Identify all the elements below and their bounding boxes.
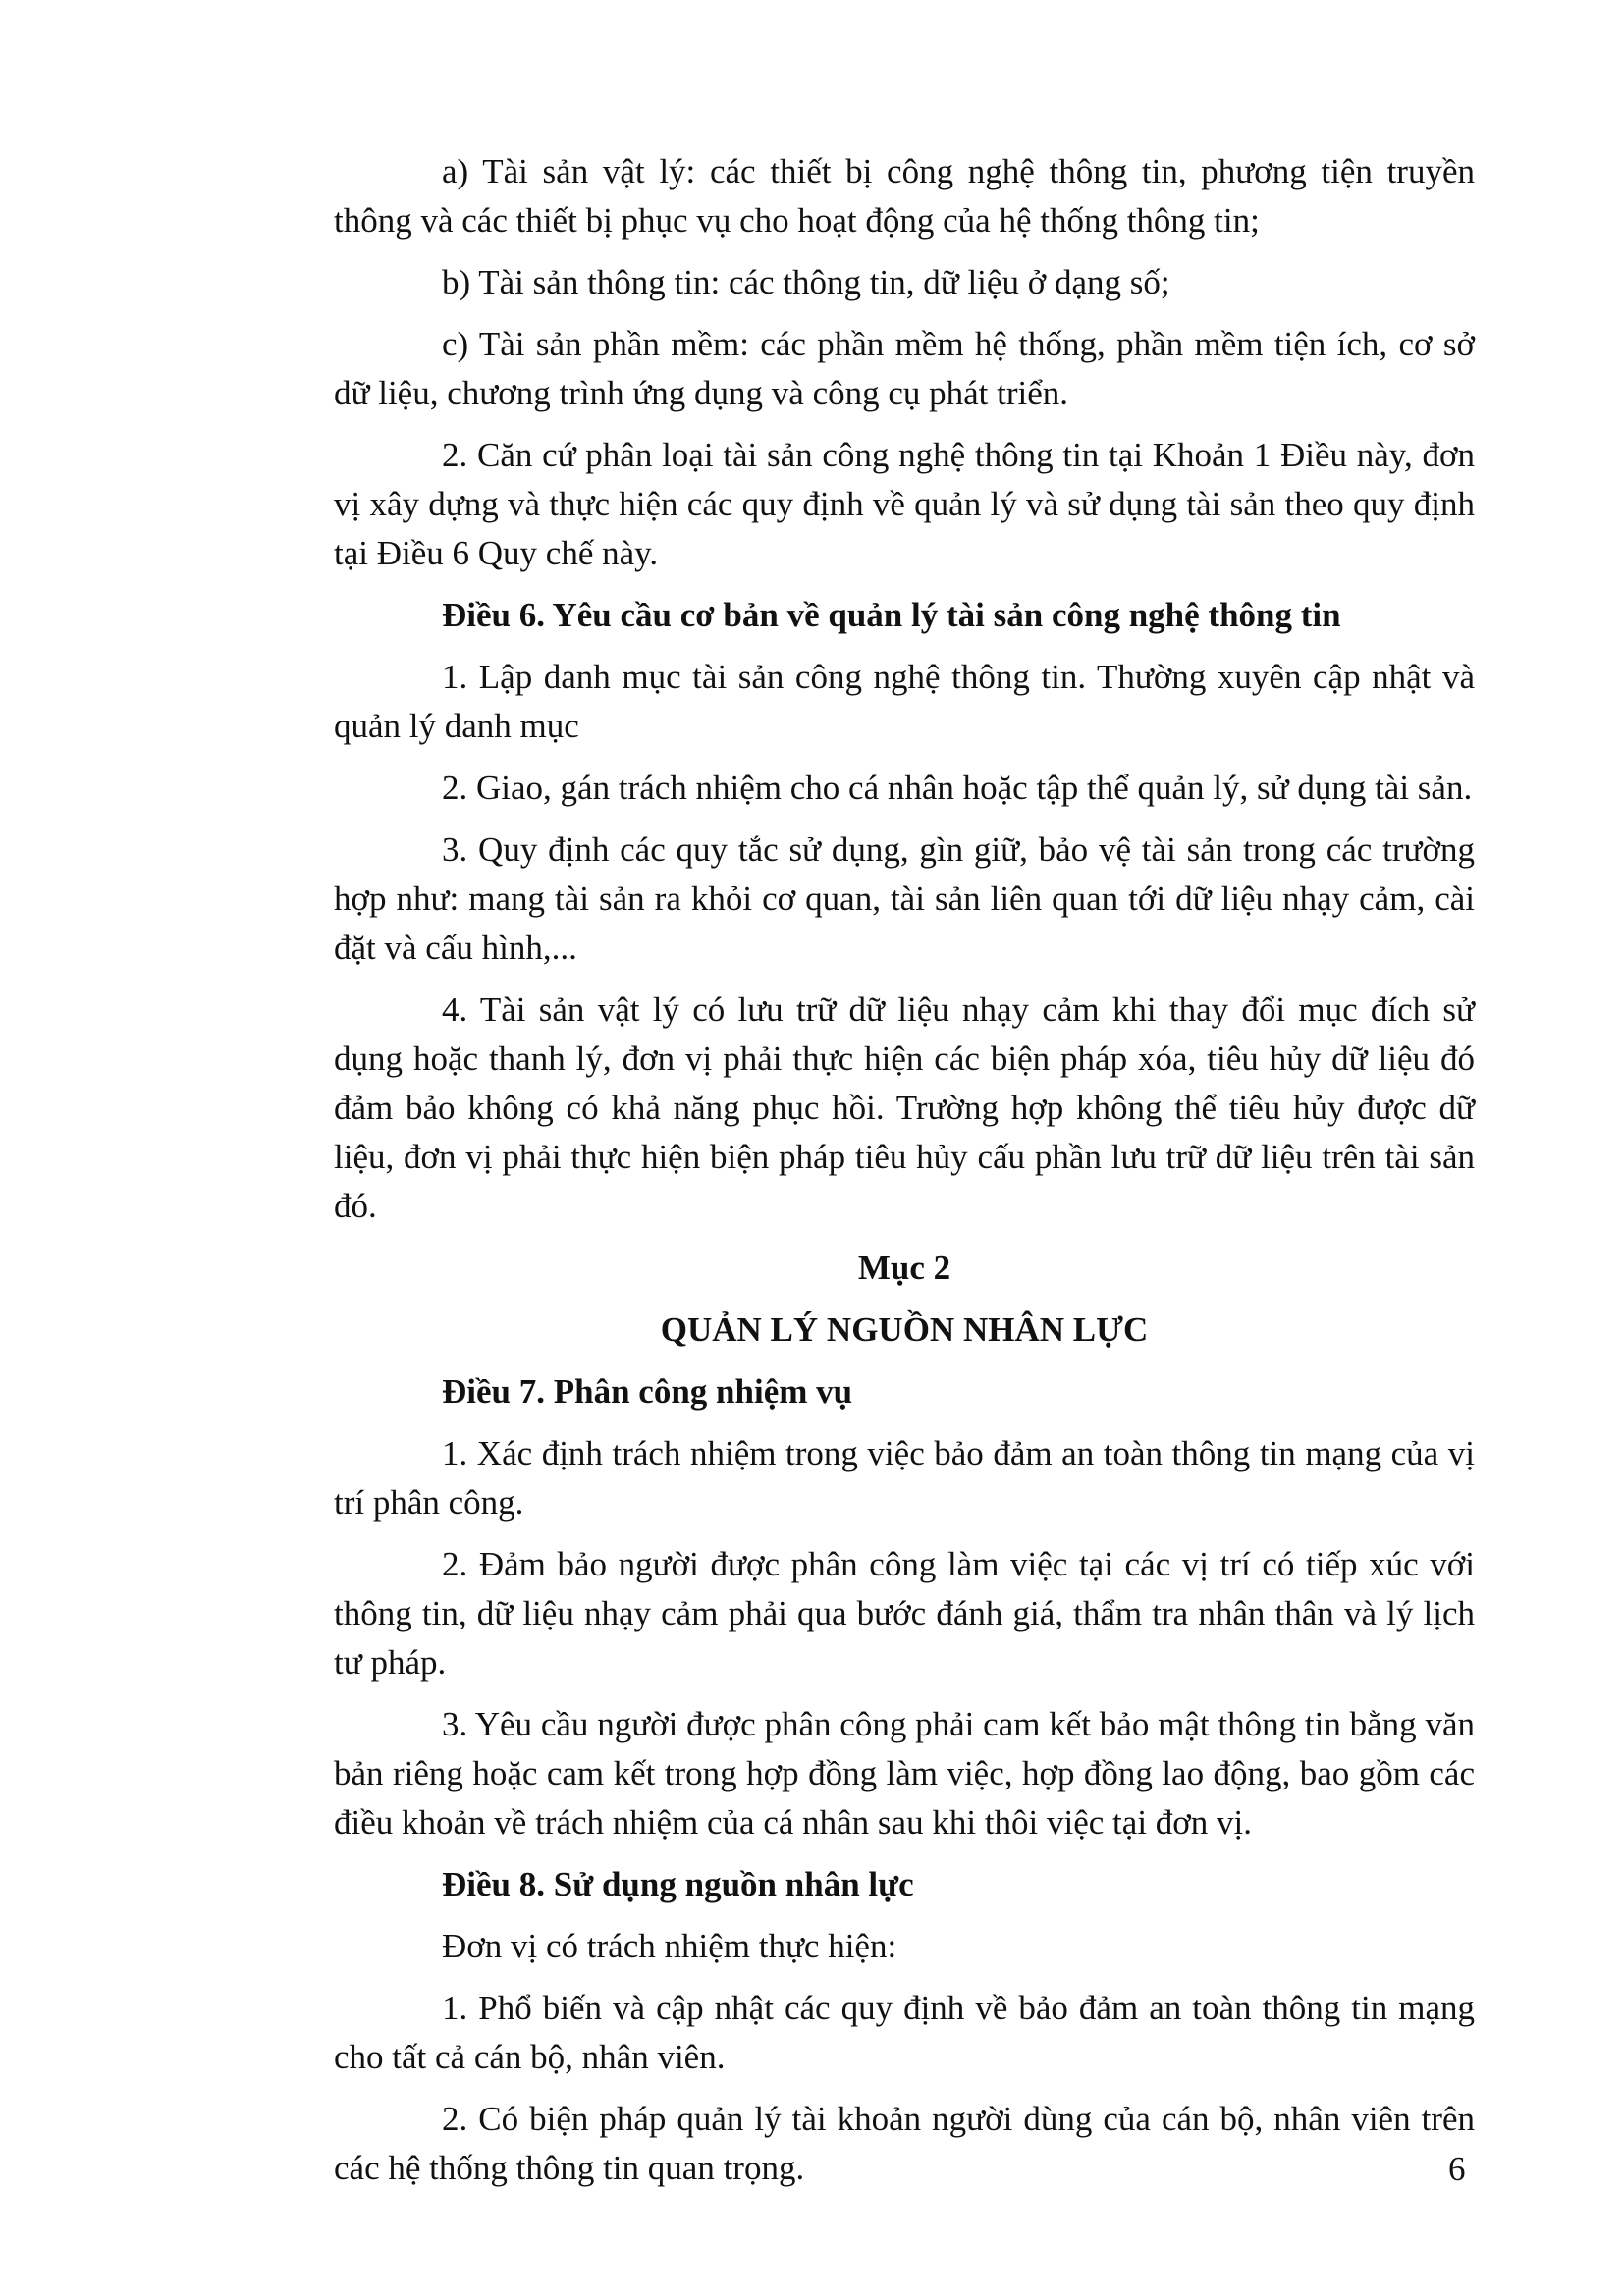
article-8-intro: Đơn vị có trách nhiệm thực hiện: — [442, 1927, 897, 1965]
paragraph-clause-2: 2. Căn cứ phân loại tài sản công nghệ thông tin tại Khoản 1 Điều này, đơn vị xây dựng và thực hiện các quy định về quản lý và sử dụng tài sản theo quy định tại Điều 6 Quy chế này. — [334, 436, 1475, 572]
section-title-heading: QUẢN LÝ NGUỒN NHÂN LỰC — [660, 1310, 1149, 1349]
article-7-item-1: 1. Xác định trách nhiệm trong việc bảo đảm an toàn thông tin mạng của vị trí phân công. — [334, 1434, 1475, 1522]
section-number-heading: Mục 2 — [857, 1249, 951, 1287]
article-8-heading: Điều 8. Sử dụng nguồn nhân lực — [442, 1865, 914, 1903]
article-6-item-1: 1. Lập danh mục tài sản công nghệ thông tin. Thường xuyên cập nhật và quản lý danh mục — [334, 658, 1475, 745]
article-7-heading: Điều 7. Phân công nhiệm vụ — [442, 1372, 853, 1411]
article-6-item-2: 2. Giao, gán trách nhiệm cho cá nhân hoặc tập thể quản lý, sử dụng tài sản. — [442, 769, 1473, 807]
document-body — [334, 147, 1475, 2206]
article-8-item-2: 2. Có biện pháp quản lý tài khoản người dùng của cán bộ, nhân viên trên các hệ thống thông tin quan trọng. — [334, 2100, 1475, 2187]
paragraph-asset-physical: a) Tài sản vật lý: các thiết bị công nghệ thông tin, phương tiện truyền thông và các thiết bị phục vụ cho hoạt động của hệ thống thông tin; — [334, 152, 1475, 240]
article-6-item-3: 3. Quy định các quy tắc sử dụng, gìn giữ, bảo vệ tài sản trong các trường hợp như: mang tài sản ra khỏi cơ quan, tài sản liên quan tới dữ liệu nhạy cảm, cài đặt và cấu hình,... — [334, 830, 1475, 967]
article-6-heading: Điều 6. Yêu cầu cơ bản về quản lý tài sản công nghệ thông tin — [442, 596, 1341, 634]
article-6-item-4: 4. Tài sản vật lý có lưu trữ dữ liệu nhạy cảm khi thay đổi mục đích sử dụng hoặc thanh lý, đơn vị phải thực hiện các biện pháp xóa, tiêu hủy dữ liệu đó đảm bảo không có khả năng phục hồi. Trường hợp không thể tiêu hủy được dữ liệu, đơn vị phải thực hiện biện pháp tiêu hủy cấu phần lưu trữ dữ liệu trên tài sản đó. — [334, 990, 1475, 1225]
paragraph-asset-software: c) Tài sản phần mềm: các phần mềm hệ thống, phần mềm tiện ích, cơ sở dữ liệu, chương trình ứng dụng và công cụ phát triển. — [334, 325, 1475, 412]
article-7-item-2: 2. Đảm bảo người được phân công làm việc tại các vị trí có tiếp xúc với thông tin, dữ liệu nhạy cảm phải qua bước đánh giá, thẩm tra nhân thân và lý lịch tư pháp. — [334, 1545, 1475, 1682]
article-8-item-1: 1. Phổ biến và cập nhật các quy định về bảo đảm an toàn thông tin mạng cho tất cả cán bộ, nhân viên. — [334, 1989, 1475, 2076]
page-number: 6 — [1448, 2150, 1466, 2188]
paragraph-asset-information: b) Tài sản thông tin: các thông tin, dữ liệu ở dạng số; — [442, 263, 1170, 301]
article-7-item-3: 3. Yêu cầu người được phân công phải cam kết bảo mật thông tin bằng văn bản riêng hoặc cam kết trong hợp đồng làm việc, hợp đồng lao động, bao gồm các điều khoản về trách nhiệm của cá nhân sau khi thôi việc tại đơn vị. — [334, 1705, 1475, 1842]
